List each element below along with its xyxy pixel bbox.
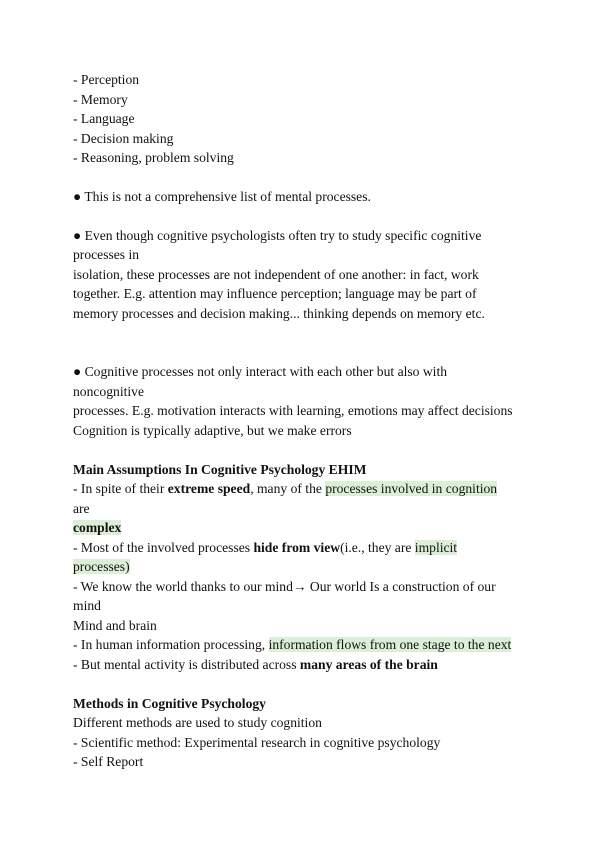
list-item-language: - Language [73,111,135,126]
bullet-noncognitive-line-2: noncognitive [73,384,144,399]
highlight-implicit: implicit [414,540,458,555]
bullet-noncognitive-line-3: processes. E.g. motivation interacts with learning, emotions may affect decisions [73,403,513,418]
bullet-interdependence-line-4: together. E.g. attention may influence perception; language may be part of [73,286,477,301]
bullet-noncognitive-line-1: ● Cognitive processes not only interact with each other but also with [73,364,448,379]
bullet-interdependence-line-5: memory processes and decision making... thinking depends on memory etc. [73,306,485,321]
list-item-decision-making: - Decision making [73,131,174,146]
assumption-speed-line: - In spite of their extreme speed, many of the processes involved in cognition [73,481,498,496]
assumption-world-line: - We know the world thanks to our mind→ Our world Is a construction of our [73,579,496,594]
bullet-interdependence-line-3: isolation, these processes are not independent of one another: in fact, work [73,267,479,282]
methods-heading: Methods in Cognitive Psychology [73,696,266,711]
methods-line-2: - Scientific method: Experimental research in cognitive psychology [73,735,441,750]
assumption-distributed-line: - But mental activity is distributed across many areas of the brain [73,657,438,672]
mind-and-brain-line: Mind and brain [73,618,157,633]
assumptions-heading: Main Assumptions In Cognitive Psychology EHIM [73,462,367,477]
assumption-speed-line-2: are [73,501,90,516]
list-item-perception: - Perception [73,72,140,87]
methods-line-3: - Self Report [73,754,144,769]
assumption-complex-line [73,518,121,538]
assumption-hidden-line: - Most of the involved processes hide from view(i.e., they are implicit [73,540,458,555]
highlight-information-flow: information flows from one stage to the next [268,637,512,652]
highlight-processes: processes) [73,559,130,574]
list-item-memory: - Memory [73,92,128,107]
list-item-reasoning: - Reasoning, problem solving [73,150,234,165]
methods-line-1: Different methods are used to study cognition [73,715,322,730]
highlight-complex: complex [73,520,122,535]
bullet-interdependence-line-2: processes in [73,247,140,262]
highlight-processes-cognition: processes involved in cognition [325,481,498,496]
bullet-interdependence-line-1: ● Even though cognitive psychologists often try to study specific cognitive [73,228,482,243]
bullet-not-comprehensive: ● This is not a comprehensive list of mental processes. [73,189,371,204]
assumption-information-flow-line: - In human information processing, information flows from one stage to the next [73,637,512,652]
assumption-world-line-2: mind [73,598,101,613]
bullet-noncognitive-line-4: Cognition is typically adaptive, but we make errors [73,423,352,438]
assumption-hidden-line-2 [73,557,130,577]
